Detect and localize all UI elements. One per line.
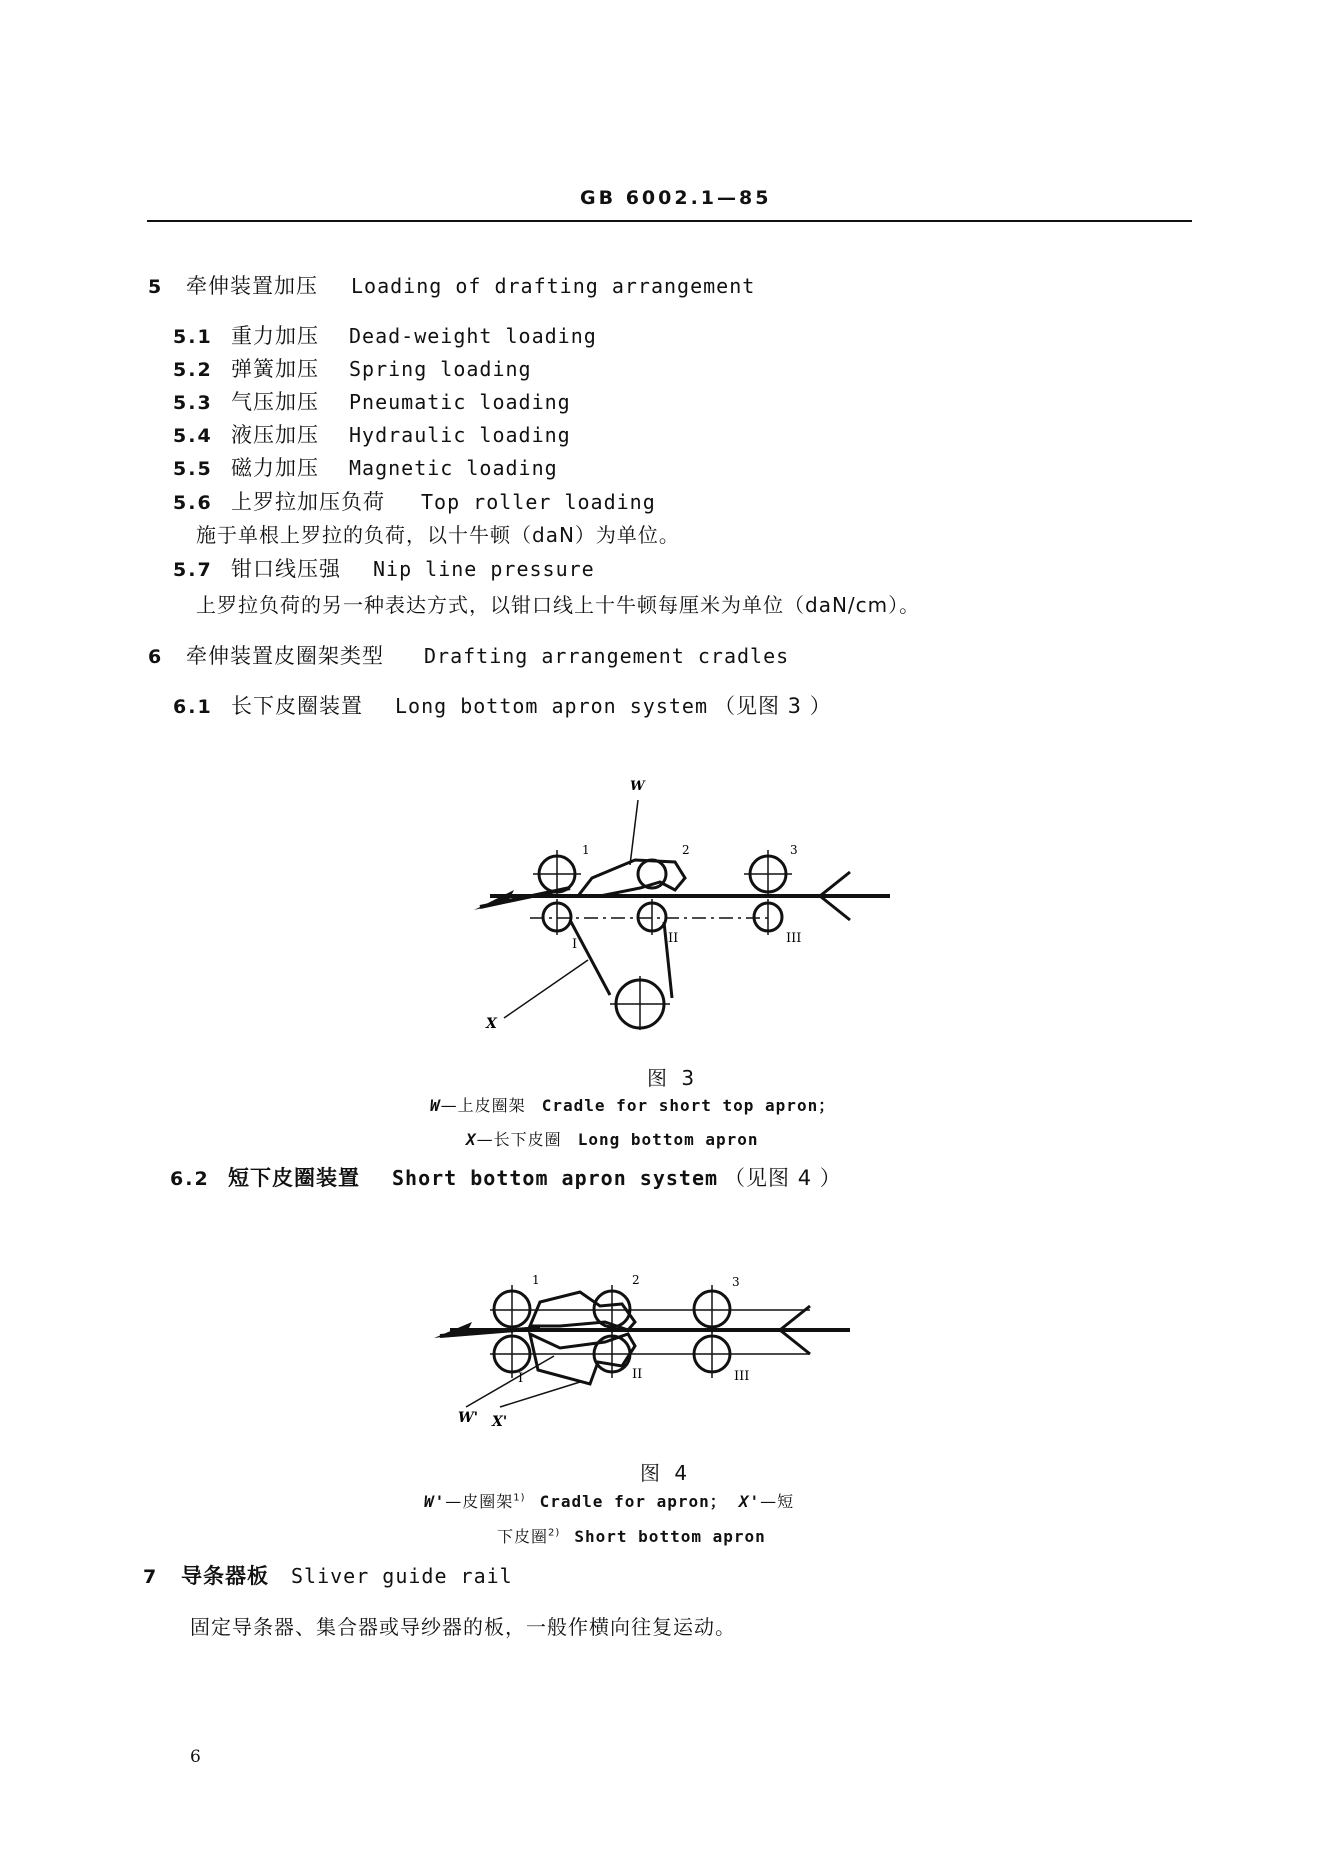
section-title-zh: 牵伸装置皮圈架类型 [186,644,384,668]
section-title-zh: 气压加压 [231,390,319,414]
label-x: X [486,1016,497,1030]
leader-line-w [630,800,638,865]
figure-3-title: 图 3 [647,1066,699,1090]
section-title-zh: 磁力加压 [231,456,319,480]
section-6-2 [170,1162,842,1192]
legend-zh: 下皮圈 [497,1527,549,1546]
figure-3-diagram [470,770,910,1030]
section-title-en: Top roller loading [421,490,656,514]
section-number: 5.1 [173,326,213,348]
label-top-2: 2 [682,843,690,857]
section-number: 5.2 [173,359,213,381]
section-number: 5.4 [173,425,213,447]
figure-reference: （见图 3 ） [713,694,832,718]
section-title-en: Dead-weight loading [349,324,597,348]
section-title-en: Magnetic loading [349,456,558,480]
section-number: 5.3 [173,392,213,414]
section-6-1 [173,690,832,720]
section-number: 7 [143,1566,159,1588]
section-number: 5 [148,276,164,298]
section-number: 6 [148,646,164,668]
footnote-marker: 1) [513,1492,526,1504]
section-5-7-description: 上罗拉负荷的另一种表达方式，以钳口线上十牛顿每厘米为单位（daN/cm）。 [196,593,921,617]
label-w: W' [458,1410,479,1426]
legend-symbol: X' [738,1492,761,1511]
section-5-heading [148,270,755,300]
label-bottom-3: III [786,931,802,946]
label-w: W [630,779,645,794]
standard-number: GB 6002.1—85 [580,187,772,209]
section-title-zh: 弹簧加压 [231,357,319,381]
section-number: 6.1 [173,696,213,718]
label-bottom-1: I [518,1371,524,1386]
section-title-en: Short bottom apron system [392,1166,719,1190]
header-rule [147,220,1192,222]
legend-en: Long bottom apron [577,1130,759,1149]
section-5-2 [173,353,532,383]
section-6-heading [148,640,789,670]
section-title-zh: 短下皮圈装置 [228,1166,360,1190]
label-top-1: 1 [582,843,590,857]
section-title-en: Sliver guide rail [291,1564,513,1588]
section-7-description: 固定导条器、集合器或导纱器的板，一般作横向往复运动。 [190,1615,736,1639]
section-title-zh: 重力加压 [231,324,319,348]
label-bottom-1: I [572,937,578,952]
label-top-3: 3 [732,1275,740,1289]
short-bottom-apron [530,1334,635,1384]
legend-symbol: X [466,1130,477,1149]
legend-zh: —上皮圈架 [440,1096,526,1115]
leader-line-x [504,960,588,1018]
section-title-zh: 牵伸装置加压 [186,274,318,298]
section-title-en: Hydraulic loading [349,423,571,447]
section-title-en: Nip line pressure [373,557,595,581]
figure-4-legend-2 [497,1524,766,1547]
label-bottom-3: III [734,1369,750,1384]
section-5-5 [173,452,558,482]
legend-zh: —皮圈架 [445,1492,514,1511]
legend-en: Cradle for apron； [539,1492,727,1511]
section-title-zh: 液压加压 [231,423,319,447]
section-title-zh: 钳口线压强 [231,557,341,581]
leader-line-w [466,1356,554,1407]
section-5-6-description: 施于单根上罗拉的负荷，以十牛顿（daN）为单位。 [196,523,680,547]
figure-4-title: 图 4 [640,1461,692,1485]
section-5-6 [173,486,656,516]
section-title-en: Pneumatic loading [349,390,571,414]
figure-3-legend-1 [430,1093,835,1116]
page-number: 6 [190,1747,201,1767]
legend-symbol: W' [424,1492,446,1511]
figure-3-legend-2 [466,1127,759,1150]
section-title-zh: 上罗拉加压负荷 [231,490,385,514]
section-title-zh: 导条器板 [181,1564,269,1588]
section-5-3 [173,386,571,416]
legend-zh: —长下皮圈 [476,1130,562,1149]
figure-4-diagram [430,1262,870,1432]
section-title-en: Loading of drafting arrangement [351,274,756,298]
label-x: X' [492,1414,508,1430]
footnote-marker: 2) [548,1527,561,1539]
section-title-en: Spring loading [349,357,532,381]
section-number: 5.6 [173,492,213,514]
legend-en: Short bottom apron [574,1527,766,1546]
section-title-zh: 长下皮圈装置 [231,694,363,718]
section-title-en: Drafting arrangement cradles [424,644,790,668]
leader-line-x [500,1382,580,1407]
label-bottom-2: II [668,931,679,946]
section-number: 5.5 [173,458,213,480]
section-title-en: Long bottom apron system [395,694,708,718]
section-number: 5.7 [173,559,213,581]
section-5-1 [173,320,597,350]
figure-4-legend-1 [424,1489,794,1512]
section-number: 6.2 [170,1168,210,1190]
label-top-1: 1 [532,1273,540,1287]
section-5-4 [173,419,571,449]
section-7-heading [143,1560,513,1590]
legend-en: Cradle for short top apron； [541,1096,836,1115]
section-5-7 [173,553,595,583]
legend-zh: —短 [760,1492,795,1511]
label-top-2: 2 [632,1273,640,1287]
top-cradle [578,860,685,896]
legend-symbol: W [430,1096,441,1115]
label-top-3: 3 [790,843,798,857]
label-bottom-2: II [632,1367,643,1382]
figure-reference: （见图 4 ） [724,1166,842,1190]
